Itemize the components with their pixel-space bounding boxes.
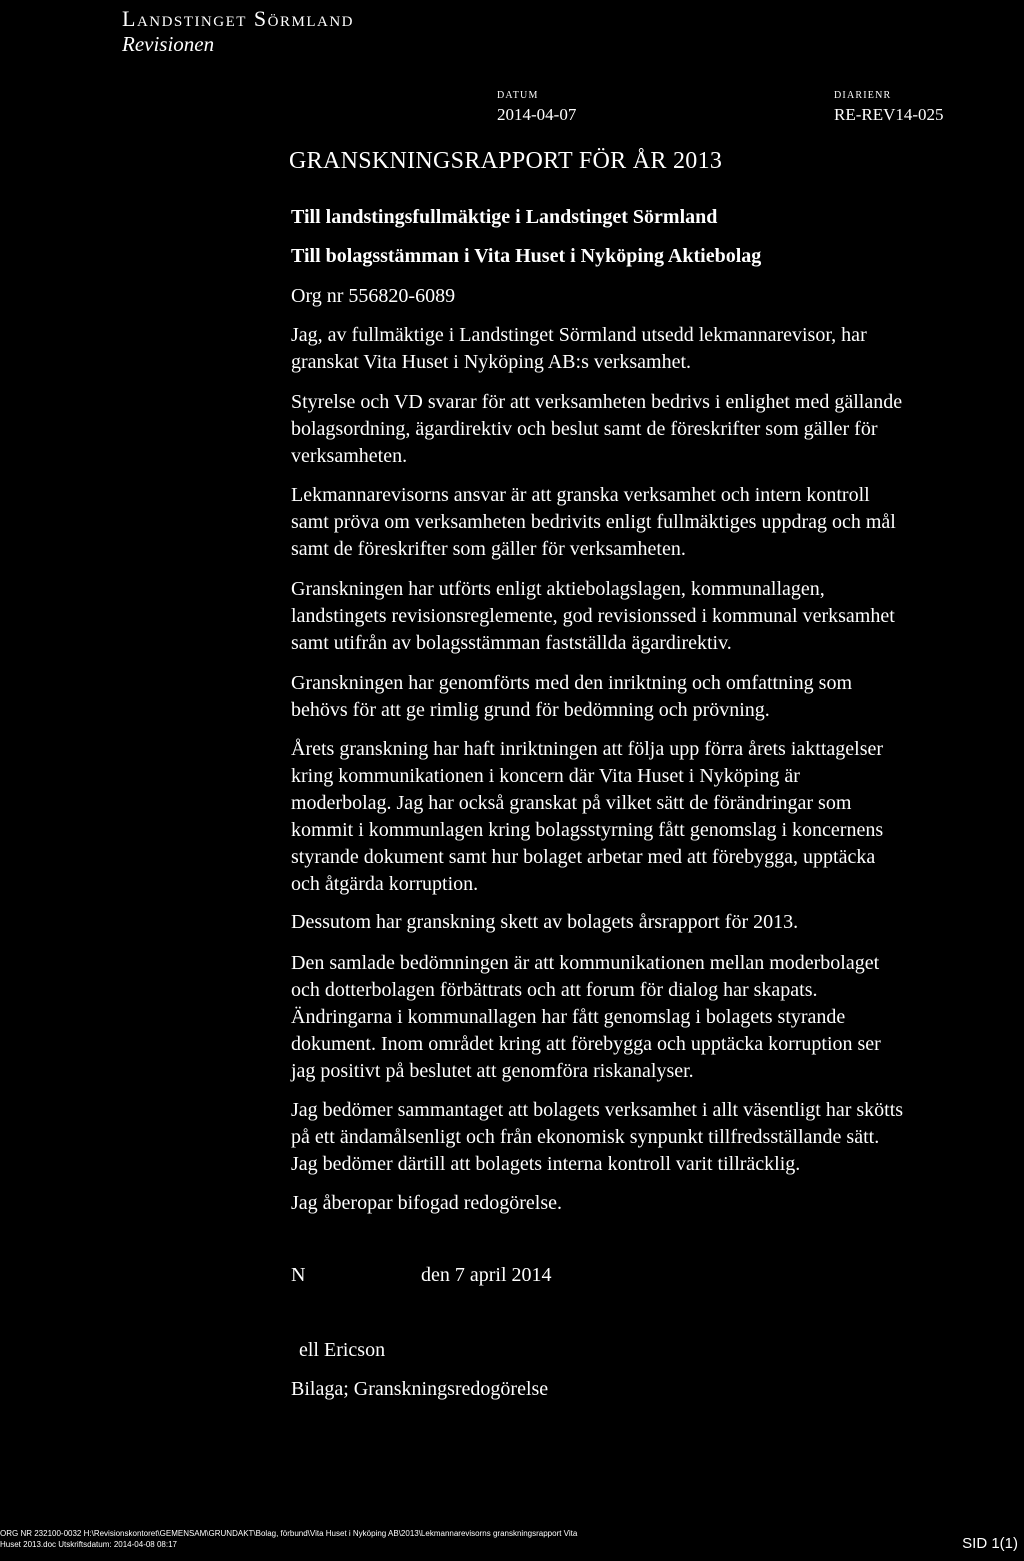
paragraph-line: Lekmannarevisorns ansvar är att granska verksamhet och intern kontroll: [291, 484, 870, 506]
page-number: SID 1(1): [962, 1535, 1018, 1552]
paragraph-line: Jag, av fullmäktige i Landstinget Sörmland utsedd lekmannarevisor, har: [291, 324, 867, 346]
diarienr-label: DIARIENR: [834, 90, 892, 101]
paragraph-line: kring kommunikationen i koncern där Vita Huset i Nyköping är: [291, 765, 800, 787]
paragraph-line: på ett ändamålsenligt och från ekonomisk synpunkt tillfredsställande sätt.: [291, 1126, 880, 1148]
footer-line-1: ORG NR 232100-0032 H:\Revisionskontoret\GEMENSAM\GRUNDAKT\Bolag, förbund\Vita Huset i Nyköping AB\2013\Lekmannarevisorns granskningsrapport Vita: [0, 1529, 578, 1538]
paragraph-7: [291, 909, 1016, 936]
paragraph-line: Granskningen har genomförts med den inriktning och omfattning som: [291, 672, 853, 694]
paragraph-line: samt pröva om verksamheten bedrivits enligt fullmäktiges uppdrag och mål: [291, 511, 896, 533]
paragraph-line: behövs för att ge rimlig grund för bedömning och prövning.: [291, 699, 770, 721]
paragraph-line: samt de föreskrifter som gäller för verksamheten.: [291, 538, 686, 560]
paragraph-line: Jag åberopar bifogad redogörelse.: [291, 1192, 562, 1214]
paragraph-1: [291, 322, 1016, 376]
attachment-note: Bilaga; Granskningsredogörelse: [291, 1378, 549, 1400]
paragraph-line: och dotterbolagen förbättrats och att forum för dialog har skapats.: [291, 979, 818, 1001]
date-label: DATUM: [497, 90, 539, 101]
recipient-line-1: Till landstingsfullmäktige i Landstinget Sörmland: [291, 206, 718, 228]
paragraph-line: Den samlade bedömningen är att kommunikationen mellan moderbolaget: [291, 952, 880, 974]
paragraph-line: styrande dokument samt hur bolaget arbetar med att förebygga, upptäcka: [291, 846, 876, 868]
report-title: GRANSKNINGSRAPPORT FÖR ÅR 2013: [289, 148, 723, 174]
paragraph-line: Jag bedömer sammantaget att bolagets verksamhet i allt väsentligt har skötts: [291, 1099, 904, 1121]
paragraph-5: [291, 670, 1016, 724]
recipient-line-2: Till bolagsstämman i Vita Huset i Nyköping Aktiebolag: [291, 245, 762, 267]
paragraph-line: jag positivt på beslutet att genomföra riskanalyser.: [291, 1060, 694, 1082]
paragraph-3: [291, 482, 1016, 563]
paragraph-line: Granskningen har utförts enligt aktiebolagslagen, kommunallagen,: [291, 578, 825, 600]
paragraph-line: Styrelse och VD svarar för att verksamheten bedrivs i enlighet med gällande: [291, 391, 903, 413]
signature-date: den 7 april 2014: [421, 1264, 552, 1286]
paragraph-line: Ändringarna i kommunallagen har fått genomslag i bolagets styrande: [291, 1006, 846, 1028]
department-name: Revisionen: [122, 32, 215, 56]
paragraph-line: landstingets revisionsreglemente, god revisionssed i kommunal verksamhet: [291, 605, 895, 627]
paragraph-line: verksamheten.: [291, 445, 408, 467]
paragraph-2: [291, 389, 1016, 470]
paragraph-line: moderbolag. Jag har också granskat på vilket sätt de förändringar som: [291, 792, 852, 814]
paragraph-line: granskat Vita Huset i Nyköping AB:s verksamhet.: [291, 351, 692, 373]
paragraph-line: samt utifrån av bolagsstämman fastställda ägardirektiv.: [291, 632, 732, 654]
paragraph-9: [291, 1097, 1016, 1178]
footer-document-info: [0, 1528, 577, 1550]
paragraph-6: [291, 736, 1016, 898]
paragraph-8: [291, 950, 1016, 1085]
organization-name: Landstinget Sörmland: [122, 6, 354, 31]
signature-place: N: [291, 1264, 306, 1286]
paragraph-line: Jag bedömer därtill att bolagets interna kontroll varit tillräcklig.: [291, 1153, 801, 1175]
date-value: 2014-04-07: [497, 105, 577, 124]
paragraph-line: dokument. Inom området kring att förebygga och upptäcka korruption ser: [291, 1033, 881, 1055]
org-number: Org nr 556820-6089: [291, 285, 456, 307]
paragraph-line: kommit i kommunlagen kring bolagsstyrning fått genomslag i koncernens: [291, 819, 884, 841]
paragraph-line: Dessutom har granskning skett av bolagets årsrapport för 2013.: [291, 911, 799, 933]
paragraph-4: [291, 576, 1016, 657]
diarienr-value: RE-REV14-025: [834, 105, 944, 124]
footer-line-2: Huset 2013.doc Utskriftsdatum: 2014-04-08 08:17: [0, 1540, 177, 1549]
paragraph-10: [291, 1190, 1016, 1217]
paragraph-line: och åtgärda korruption.: [291, 873, 479, 895]
paragraph-line: bolagsordning, ägardirektiv och beslut samt de föreskrifter som gäller för: [291, 418, 878, 440]
paragraph-line: Årets granskning har haft inriktningen att följa upp förra årets iakttagelser: [291, 738, 884, 760]
signatory-name: ell Ericson: [299, 1339, 386, 1361]
